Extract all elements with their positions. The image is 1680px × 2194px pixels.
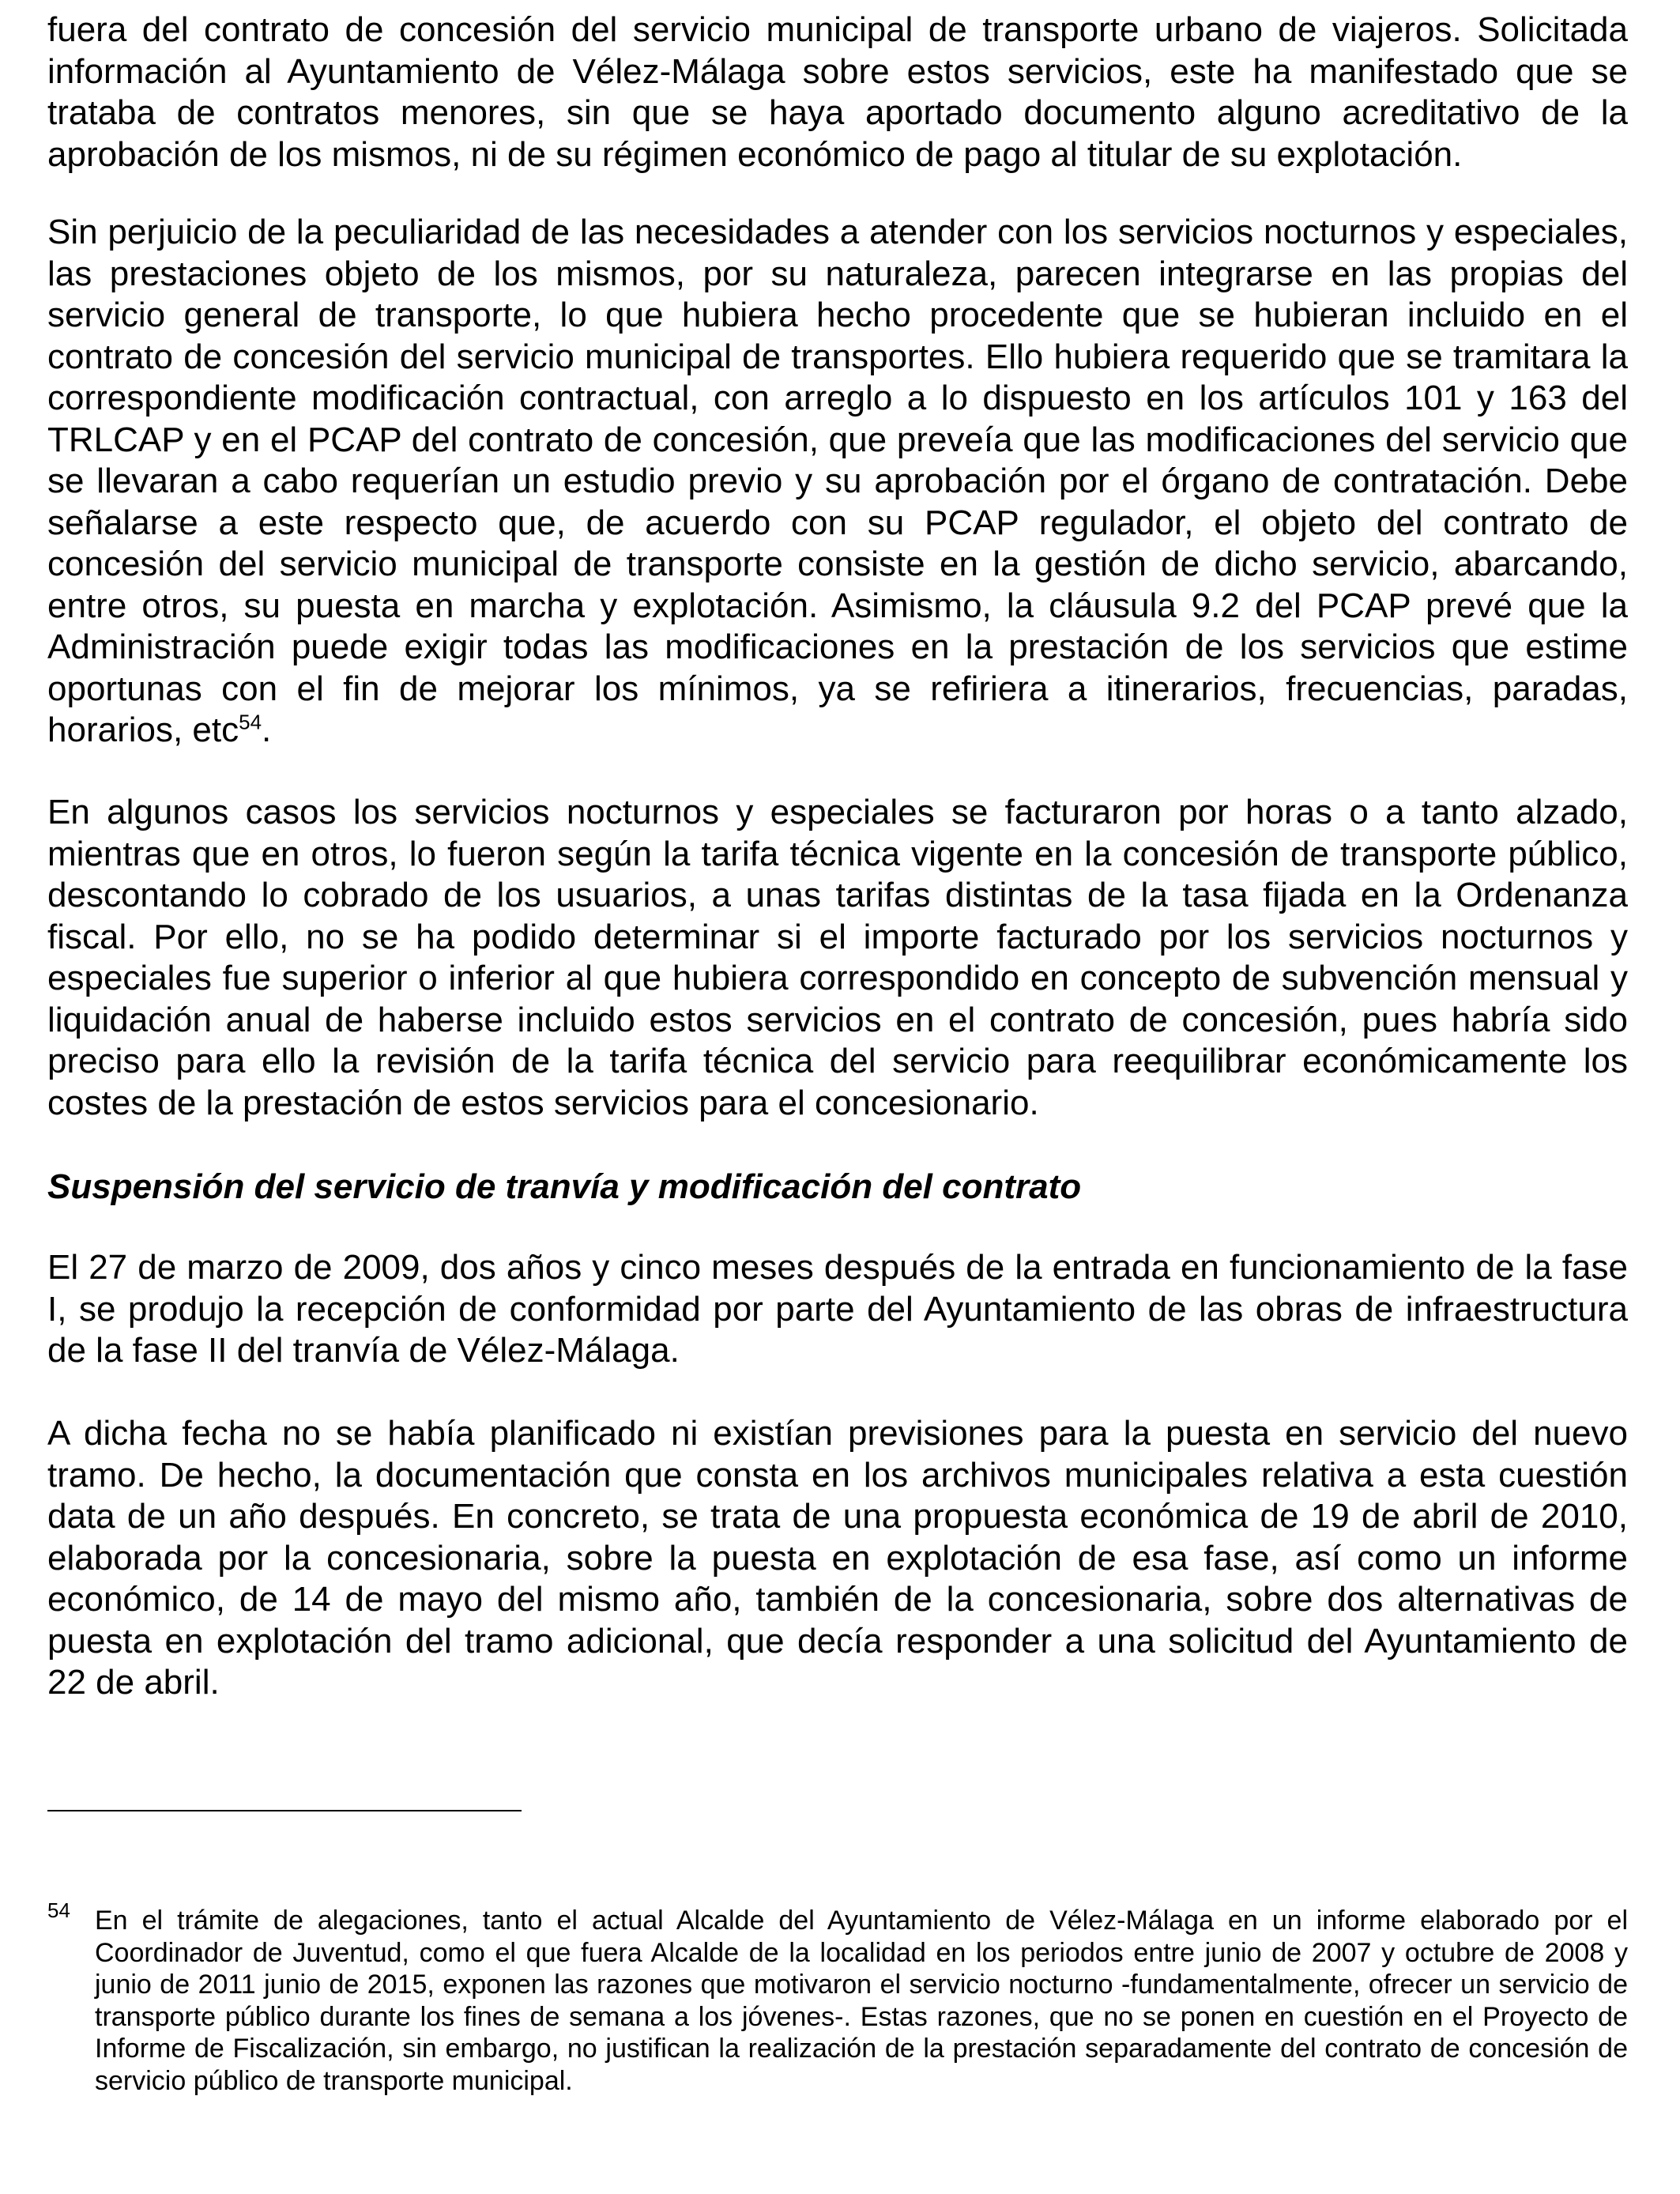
paragraph-2 (47, 212, 1628, 752)
paragraph-3: En algunos casos los servicios nocturnos y especiales se facturaron por horas o a tanto alzado, mientras que en otros, lo fueron según la tarifa técnica vigente en la concesión de transporte público, descontando lo cobrado de los usuarios, a unas tarifas distintas de la tasa fijada en la Ordenanza fiscal. Por ello, no se ha podido determinar si el importe facturado por los servicios nocturnos y especiales fue superior o inferior al que hubiera correspondido en concepto de subvención mensual y liquidación anual de haberse incluido estos servicios en el contrato de concesión, pues habría sido preciso para ello la revisión de la tarifa técnica del servicio para reequilibrar económicamente los costes de la prestación de estos servicios para el concesionario. (47, 793, 1628, 1122)
section-heading: Suspensión del servicio de tranvía y modificación del contrato (47, 1167, 1082, 1206)
paragraph-2-text: Sin perjuicio de la peculiaridad de las necesidades a atender con los servicios nocturnos y especiales, las prestaciones objeto de los mismos, por su naturaleza, parecen integrarse en las propias del servicio general de transporte, lo que hubiera hecho procedente que se hubieran incluido en el contrato de concesión del servicio municipal de transportes. Ello hubiera requerido que se tramitara la correspondiente modificación contractual, con arreglo a lo dispuesto en los artículos 101 y 163 del TRLCAP y en el PCAP del contrato de concesión, que preveía que las modificaciones del servicio que se llevaran a cabo requerían un estudio previo y su aprobación por el órgano de contratación. Debe señalarse a este respecto que, de acuerdo con su PCAP regulador, el objeto del contrato de concesión del servicio municipal de transporte consiste en la gestión de dicho servicio, abarcando, entre otros, su puesta en marcha y explotación. Asimismo, la cláusula 9.2 del PCAP prevé que la Administración puede exigir todas las modificaciones en la prestación de los servicios que estime oportunas con el fin de mejorar los mínimos, ya se refiriera a itinerarios, frecuencias, paradas, horarios, etc (47, 213, 1628, 749)
paragraph-4: El 27 de marzo de 2009, dos años y cinco meses después de la entrada en funcionamiento de la fase I, se produjo la recepción de conformidad por parte del Ayuntamiento de las obras de infraestructura de la fase II del tranvía de Vélez-Málaga. (47, 1248, 1628, 1370)
paragraph-2-end: . (262, 711, 272, 749)
footnote-number: 54 (47, 1898, 70, 1922)
footnote-reference[interactable]: 54 (239, 710, 262, 734)
paragraph-5: A dicha fecha no se había planificado ni existían previsiones para la puesta en servicio del nuevo tramo. De hecho, la documentación que consta en los archivos municipales relativa a esta cuestión data de un año después. En concreto, se trata de una propuesta económica de 19 de abril de 2010, elaborada por la concesionaria, sobre la puesta en explotación de esa fase, así como un informe económico, de 14 de mayo del mismo año, también de la concesionaria, sobre dos alternativas de puesta en explotación del tramo adicional, que decía responder a una solicitud del Ayuntamiento de 22 de abril. (47, 1414, 1628, 1702)
paragraph-1: fuera del contrato de concesión del servicio municipal de transporte urbano de viajeros. Solicitada información al Ayuntamiento de Vélez-Málaga sobre estos servicios, este ha manifestado que se trataba de contratos menores, sin que se haya aportado documento alguno acreditativo de la aprobación de los mismos, ni de su régimen económico de pago al titular de su explotación. (47, 10, 1628, 174)
footnote-divider (47, 1810, 522, 1811)
footnote-text: En el trámite de alegaciones, tanto el actual Alcalde del Ayuntamiento de Vélez-Málaga en un informe elaborado por el Coordinador de Juventud, como el que fuera Alcalde de la localidad en los periodos entre junio de 2007 y octubre de 2008 y junio de 2011 junio de 2015, exponen las razones que motivaron el servicio nocturno -fundamentalmente, ofrecer un servicio de transporte público durante los fines de semana a los jóvenes-. Estas razones, que no se ponen en cuestión en el Proyecto de Informe de Fiscalización, sin embargo, no justifican la realización de la prestación separadamente del contrato de concesión de servicio público de transporte municipal. (95, 1906, 1628, 2096)
